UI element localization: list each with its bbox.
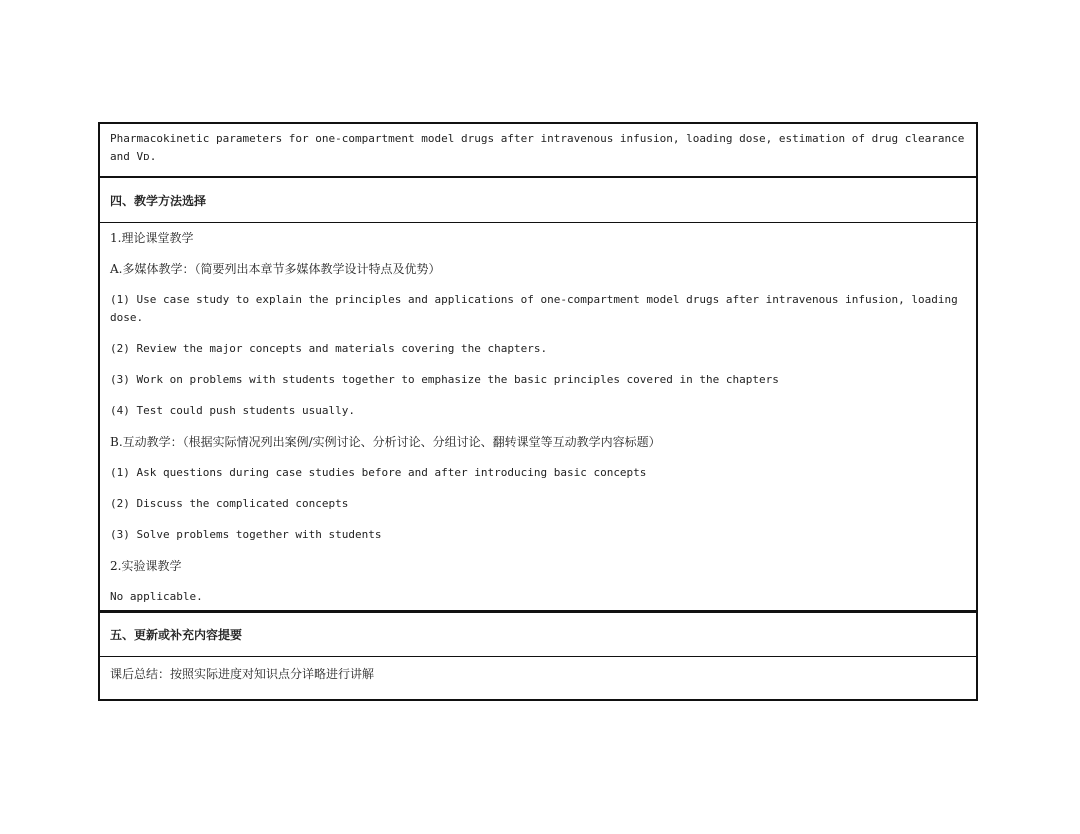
method-line: (1) Use case study to explain the principles and applications of one-compartment model drugs after intravenous infusion, loading dose.	[110, 293, 965, 324]
method-line: (3) Work on problems with students together to emphasize the basic principles covered in the chapters	[110, 373, 779, 386]
method-line: B.互动教学：（根据实际情况列出案例/实例讨论、分析讨论、分组讨论、翻转课堂等互动教学内容标题）	[110, 435, 661, 449]
method-line: 2.实验课教学	[110, 559, 182, 573]
section-heading-text: 四、教学方法选择	[110, 193, 207, 208]
content-summary-text: Pharmacokinetic parameters for one-compartment model drugs after intravenous infusion, loading dose, estimation of drug clearance and Vᴅ.	[110, 132, 965, 163]
course-outline-table	[98, 122, 978, 701]
updates-summary-text: 课后总结：按照实际进度对知识点分详略进行讲解	[110, 667, 375, 681]
section-heading-updates	[100, 611, 976, 656]
method-line: No applicable.	[110, 590, 203, 603]
method-line: (4) Test could push students usually.	[110, 404, 356, 417]
teaching-methods-cell	[100, 222, 976, 611]
method-line: (3) Solve problems together with students	[110, 528, 382, 541]
updates-summary-cell	[100, 656, 976, 699]
method-line: (1) Ask questions during case studies before and after introducing basic concepts	[110, 466, 647, 479]
content-summary-cell	[100, 124, 976, 177]
section-heading-teaching-methods	[100, 177, 976, 222]
method-line: (2) Review the major concepts and materials covering the chapters.	[110, 342, 548, 355]
method-line: (2) Discuss the complicated concepts	[110, 497, 349, 510]
method-line: 1.理论课堂教学	[110, 231, 194, 245]
section-heading-text: 五、更新或补充内容提要	[110, 628, 243, 642]
method-line: A.多媒体教学：（简要列出本章节多媒体教学设计特点及优势）	[110, 262, 441, 276]
